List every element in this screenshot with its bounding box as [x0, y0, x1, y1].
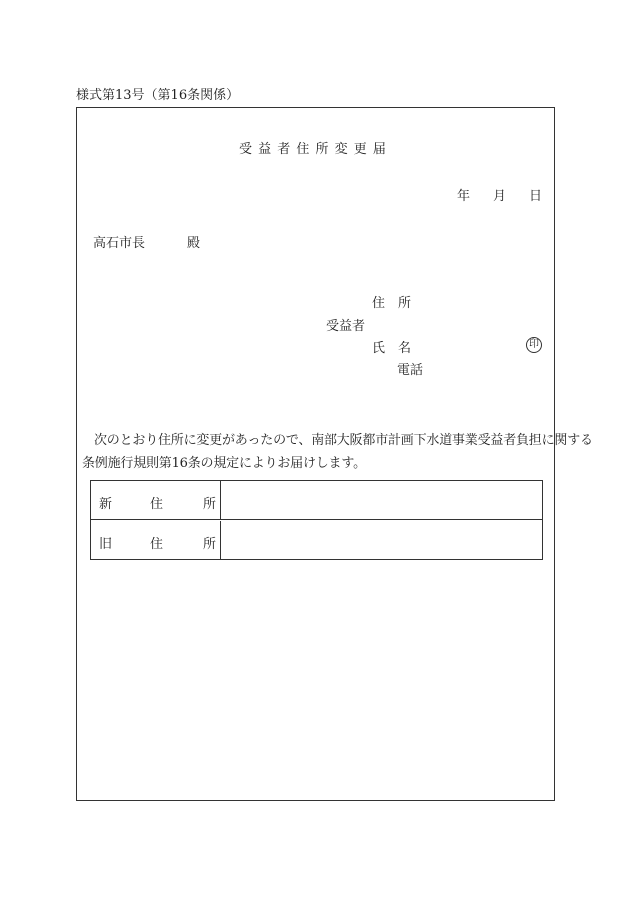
- addressee-name: 高石市長: [93, 236, 146, 251]
- applicant-address-label: 住 所: [372, 296, 412, 311]
- addressee-honorific: 殿: [187, 236, 201, 251]
- applicant-role-label: 受益者: [326, 319, 366, 334]
- old-address-char-3: 所: [203, 537, 217, 552]
- date-year: 年: [457, 189, 471, 204]
- old-address-field[interactable]: [222, 521, 542, 560]
- body-text-line-2: 条例施行規則第16条の規定によりお届けします。: [82, 456, 366, 471]
- old-address-label: [91, 521, 221, 560]
- applicant-name-label: 氏 名: [372, 341, 412, 356]
- old-address-row: [91, 521, 542, 560]
- form-number: 様式第13号（第16条関係）: [76, 88, 240, 103]
- old-address-char-1: 旧: [99, 537, 113, 552]
- body-text-line-1: 次のとおり住所に変更があったので、南部大阪都市計画下水道事業受益者負担に関する: [94, 433, 593, 448]
- new-address-char-2: 住: [150, 497, 164, 512]
- address-table: [90, 480, 543, 560]
- new-address-char-1: 新: [99, 497, 113, 512]
- form-title: 受 益 者 住 所 変 更 届: [239, 142, 387, 157]
- old-address-char-2: 住: [150, 537, 164, 552]
- date-day: 日: [529, 189, 543, 204]
- date-month: 月: [493, 189, 507, 204]
- new-address-row: [91, 481, 542, 520]
- new-address-field[interactable]: [222, 481, 542, 519]
- seal-mark: 印: [526, 337, 542, 353]
- applicant-phone-label: 電話: [397, 363, 424, 378]
- new-address-label: [91, 481, 221, 519]
- new-address-char-3: 所: [203, 497, 217, 512]
